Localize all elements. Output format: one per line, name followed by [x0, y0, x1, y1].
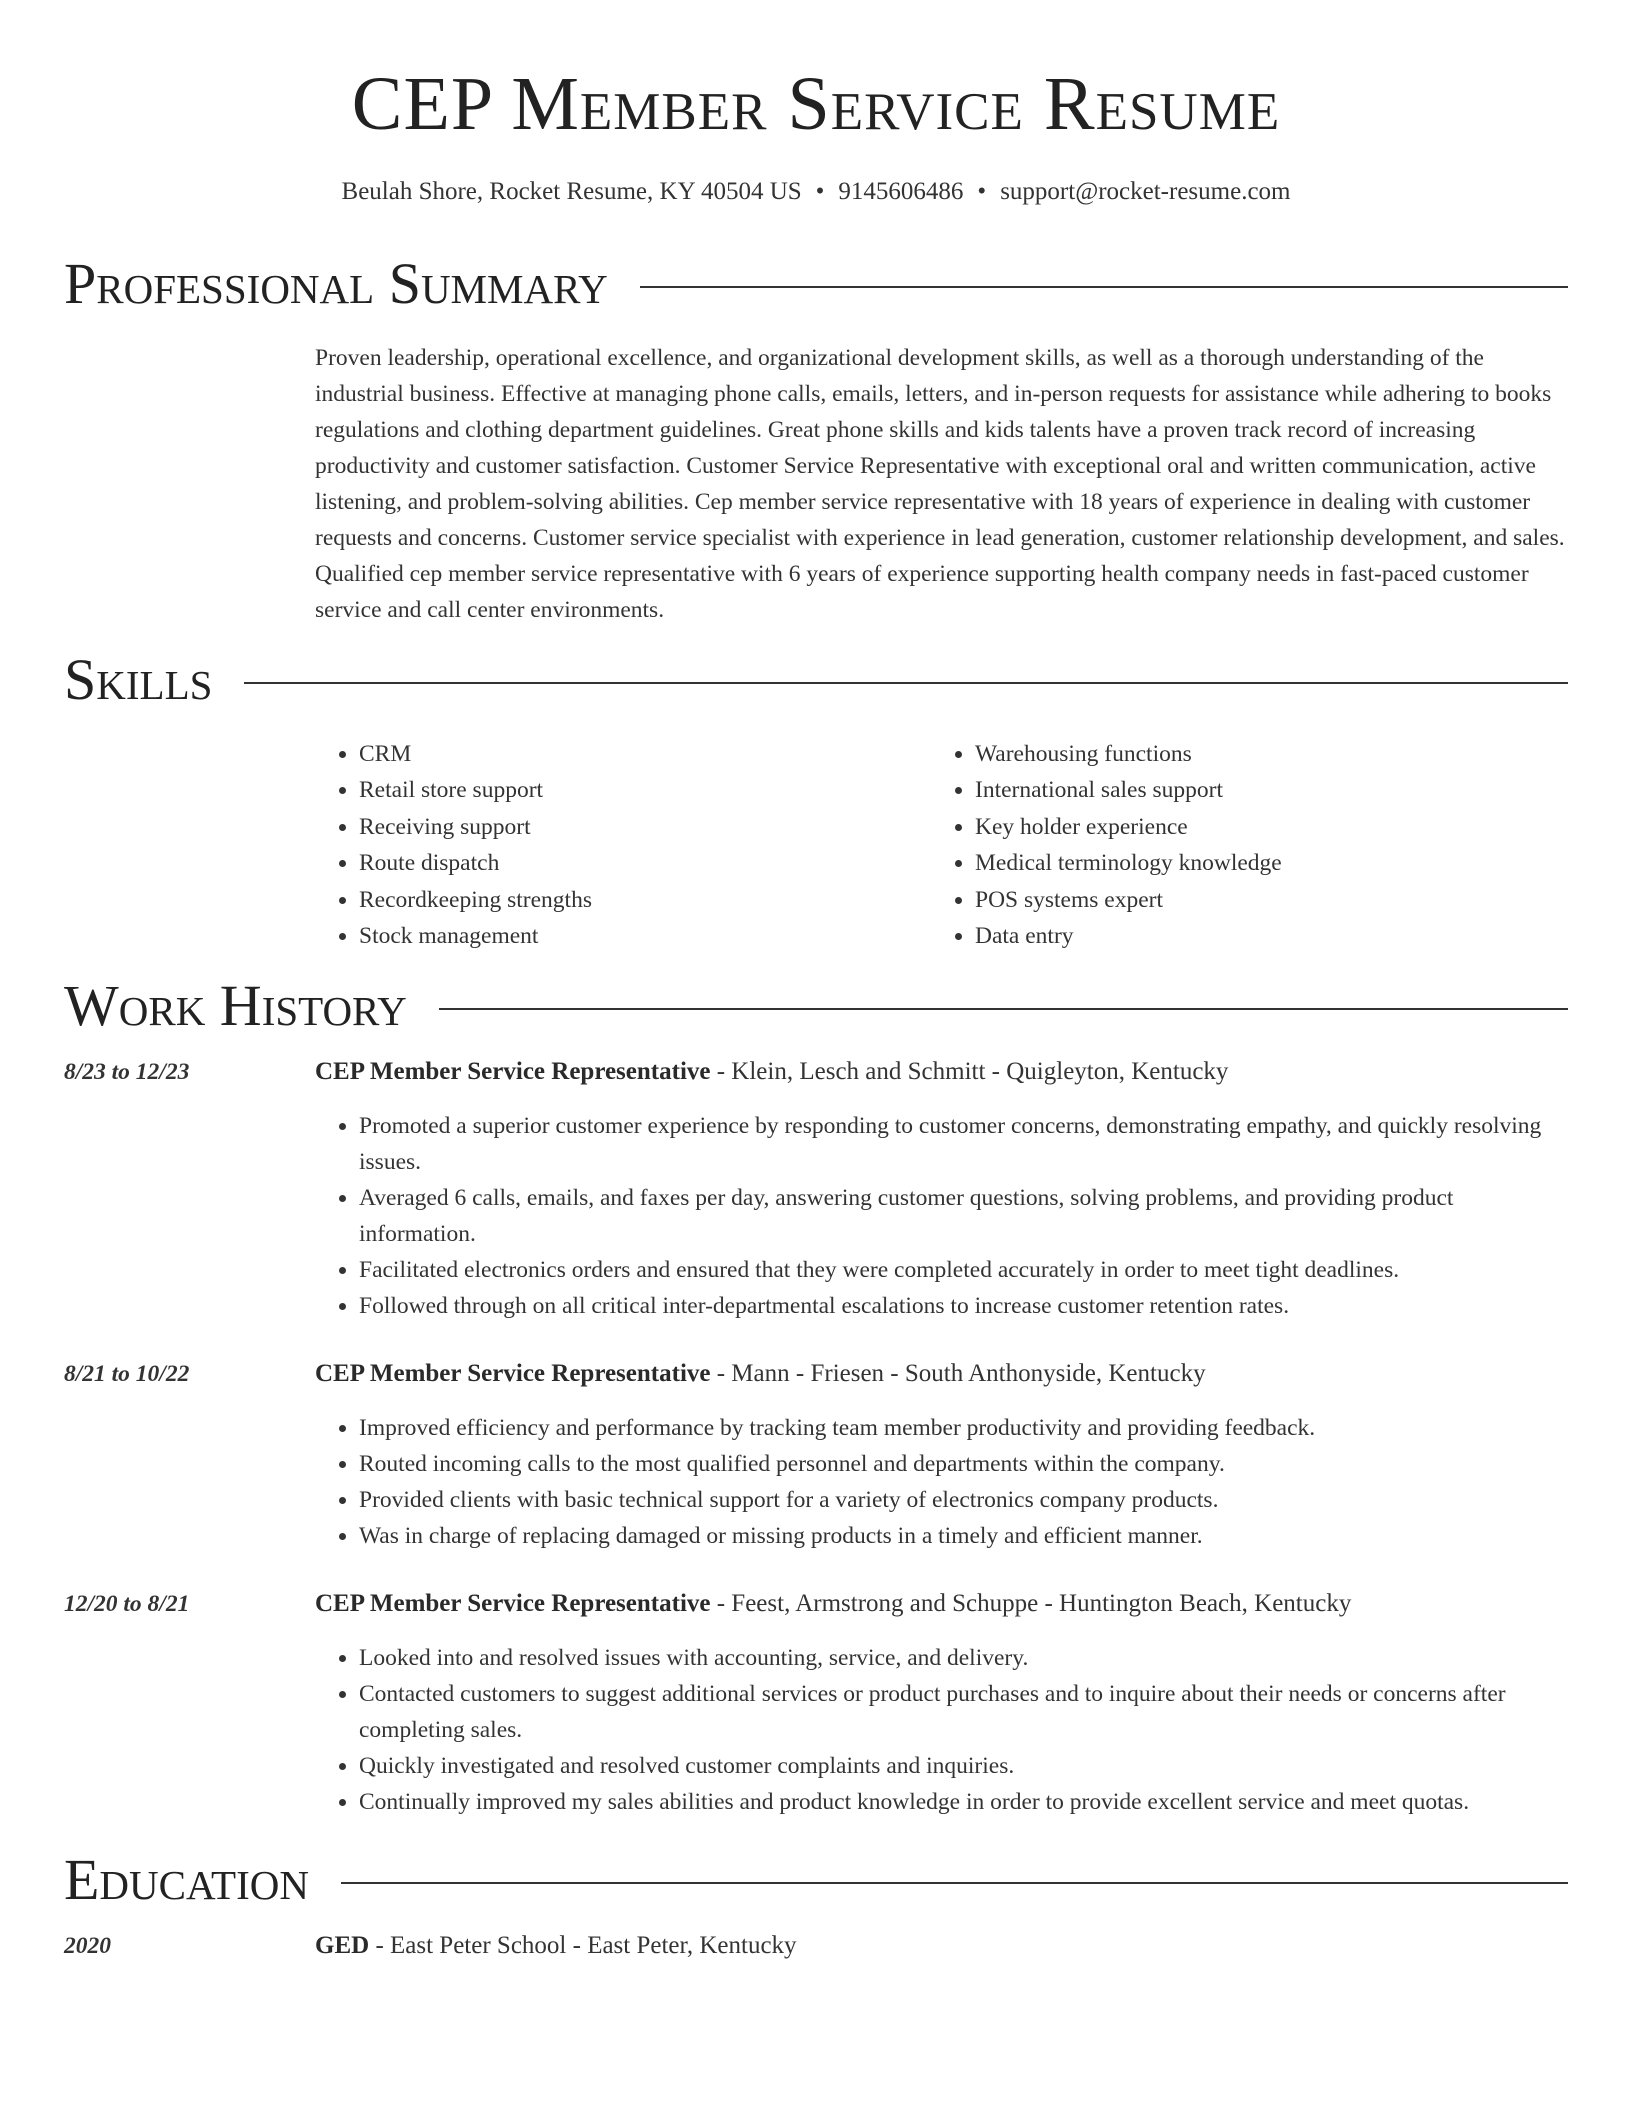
job-bullet: • Provided clients with basic technical support for a variety of electronics company products.	[359, 1482, 1575, 1518]
job-dates: 8/21 to 10/22	[64, 1361, 190, 1387]
skills-column-left	[315, 736, 931, 954]
job-title: CEP Member Service Representative	[315, 1360, 711, 1387]
job-details: - Mann - Friesen - South Anthonyside, Kentucky	[710, 1360, 1206, 1387]
job-bullet: • Looked into and resolved issues with accounting, service, and delivery.	[359, 1640, 1575, 1676]
job-details: - Feest, Armstrong and Schuppe - Huntington Beach, Kentucky	[710, 1590, 1352, 1617]
skill-item: • Retail store support	[359, 772, 931, 808]
education-details: - East Peter School - East Peter, Kentucky	[369, 1932, 797, 1959]
job-dates: 8/23 to 12/23	[64, 1059, 190, 1085]
job-title: CEP Member Service Representative	[315, 1058, 711, 1085]
summary-text: Proven leadership, operational excellence, and organizational development skills, as well as a thorough understanding of the industrial business. Effective at managing phone calls, emails, letters, and in-person requests for assistance while adhering to books regulations and clothing department guidelines. Great phone skills and kids talents have a proven track record of increasing productivity and customer satisfaction. Customer Service Representative with exceptional oral and written communication, active listening, and problem-solving abilities. Cep member service representative with 18 years of experience in dealing with customer requests and concerns. Customer service specialist with experience in lead generation, customer relationship development, and sales. Qualified cep member service representative with 6 years of experience supporting health company needs in fast-paced customer service and call center environments.	[315, 345, 1565, 623]
skill-item: • POS systems expert	[975, 882, 1547, 918]
skills-list	[315, 736, 1575, 954]
job-bullet: • Continually improved my sales abilities and product knowledge in order to provide excellent service and meet quotas.	[359, 1784, 1575, 1820]
skill-item: • CRM	[359, 736, 931, 772]
job-bullets	[315, 1410, 1575, 1554]
summary-section-header	[64, 252, 1568, 316]
section-divider	[341, 1882, 1568, 1884]
job-bullet: • Facilitated electronics orders and ensured that they were completed accurately in order to meet tight deadlines.	[359, 1252, 1575, 1288]
job-bullet: • Was in charge of replacing damaged or missing products in a timely and efficient manner.	[359, 1518, 1575, 1554]
section-divider	[439, 1008, 1568, 1010]
skill-item: • Route dispatch	[359, 845, 931, 881]
education-heading: Education	[64, 1847, 309, 1912]
job-bullet: • Promoted a superior customer experience by responding to customer concerns, demonstrating empathy, and quickly resolving issues.	[359, 1108, 1575, 1180]
education-header	[315, 1928, 797, 1964]
skills-column-right	[931, 736, 1547, 954]
job-bullet: • Followed through on all critical inter-departmental escalations to increase customer retention rates.	[359, 1288, 1575, 1324]
job-bullet: • Averaged 6 calls, emails, and faxes per day, answering customer questions, solving problems, and providing product information.	[359, 1180, 1575, 1252]
education-year: 2020	[64, 1933, 111, 1959]
work-heading: Work History	[64, 973, 407, 1038]
skill-item: • Medical terminology knowledge	[975, 845, 1547, 881]
skills-section-header	[64, 648, 1568, 712]
contact-separator: •	[815, 178, 825, 205]
contact-separator: •	[977, 178, 987, 205]
job-bullet: • Routed incoming calls to the most qualified personnel and departments within the company.	[359, 1446, 1575, 1482]
job-header	[315, 1356, 1206, 1392]
contact-email: support@rocket-resume.com	[1000, 178, 1291, 205]
skill-item: • Stock management	[359, 918, 931, 954]
job-title: CEP Member Service Representative	[315, 1590, 711, 1617]
job-bullets	[315, 1108, 1575, 1324]
contact-line	[0, 176, 1632, 208]
education-section-header	[64, 1848, 1568, 1912]
education-degree: GED	[315, 1932, 370, 1959]
skill-item: • Warehousing functions	[975, 736, 1547, 772]
contact-phone: 9145606486	[838, 178, 964, 205]
contact-address: Beulah Shore, Rocket Resume, KY 40504 US	[341, 178, 802, 205]
skill-item: • Data entry	[975, 918, 1547, 954]
job-bullet: • Improved efficiency and performance by tracking team member productivity and providing feedback.	[359, 1410, 1575, 1446]
work-section-header	[64, 974, 1568, 1038]
page-title: CEP Member Service Resume	[351, 62, 1281, 146]
skills-heading: Skills	[64, 647, 213, 712]
section-divider	[640, 286, 1568, 288]
job-bullet: • Contacted customers to suggest additional services or product purchases and to inquire about their needs or concerns after completing sales.	[359, 1676, 1575, 1748]
job-header	[315, 1054, 1228, 1090]
skill-item: • Key holder experience	[975, 809, 1547, 845]
section-divider	[244, 682, 1568, 684]
summary-heading: Professional Summary	[64, 251, 608, 316]
skill-item: • International sales support	[975, 772, 1547, 808]
job-bullets	[315, 1640, 1575, 1820]
job-details: - Klein, Lesch and Schmitt - Quigleyton, Kentucky	[710, 1058, 1229, 1085]
skill-item: • Receiving support	[359, 809, 931, 845]
skill-item: • Recordkeeping strengths	[359, 882, 931, 918]
job-bullet: • Quickly investigated and resolved customer complaints and inquiries.	[359, 1748, 1575, 1784]
job-dates: 12/20 to 8/21	[64, 1591, 190, 1617]
job-header	[315, 1586, 1351, 1622]
